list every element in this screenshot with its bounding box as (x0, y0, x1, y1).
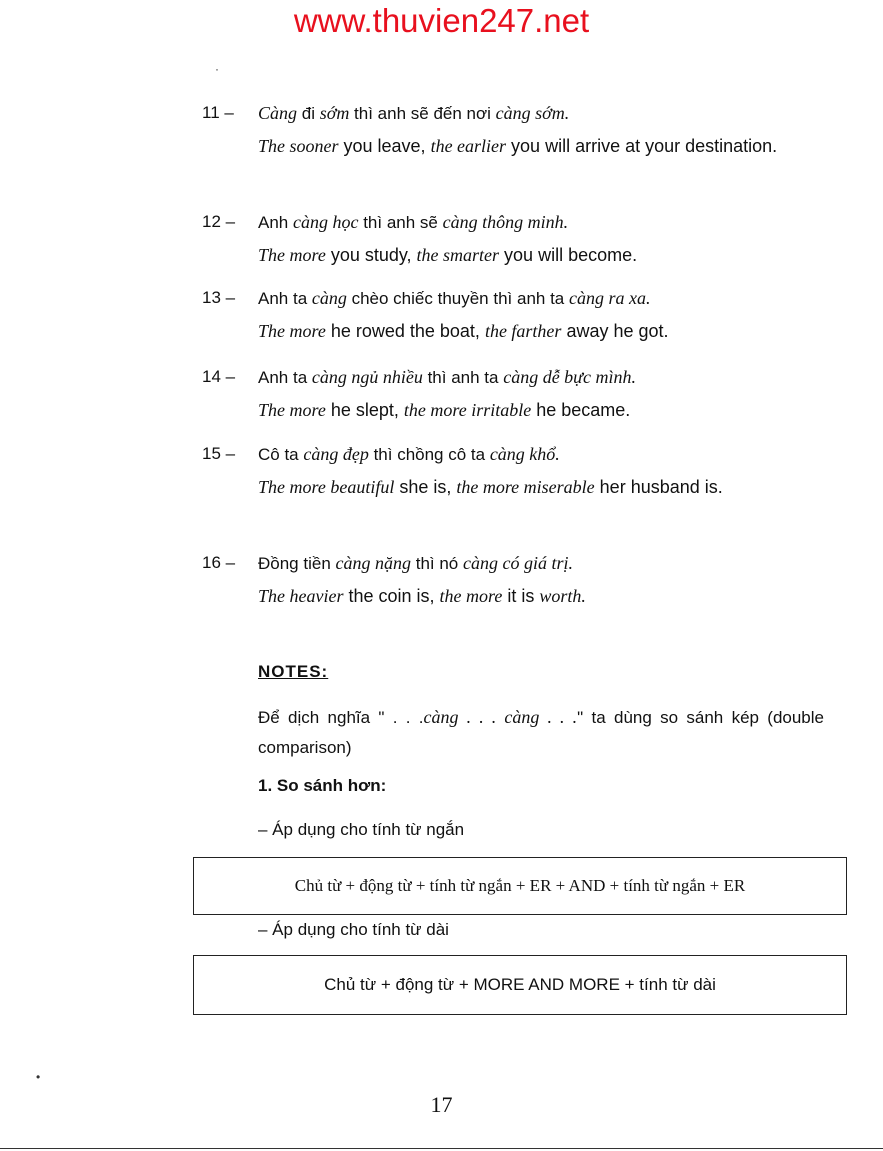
text-run: he rowed the boat, (325, 321, 485, 341)
text-run: you will become. (499, 245, 638, 265)
text-run: away he got. (561, 321, 669, 341)
formula-short: Chủ từ + động từ + tính từ ngắn + ER + AND + tính từ ngắn + ER (294, 876, 746, 895)
vietnamese-sentence (258, 209, 568, 236)
text-run: you study, (325, 245, 417, 265)
vietnamese-sentence (258, 285, 650, 312)
vietnamese-sentence (258, 441, 560, 468)
italic-phrase: càng (311, 288, 347, 308)
scan-mark: • (36, 1070, 41, 1084)
scan-mark: · (215, 62, 219, 76)
text-run: thì anh ta (422, 368, 504, 387)
text-run: Anh (258, 213, 293, 232)
italic-phrase: càng học (292, 212, 359, 232)
italic-phrase: The more (258, 245, 326, 265)
italic-phrase: worth. (539, 586, 586, 606)
item-number: 13 – (202, 288, 236, 307)
vietnamese-sentence (258, 100, 569, 127)
italic-phrase: the more miserable (456, 477, 595, 497)
text-run: Đồng tiền (258, 554, 336, 573)
notes-text (258, 702, 824, 763)
english-sentence (258, 316, 842, 346)
english-sentence (258, 395, 842, 425)
italic-phrase: càng khổ. (489, 444, 560, 464)
italic-phrase: càng nặng (335, 553, 411, 573)
italic-phrase: The more (258, 400, 326, 420)
italic-phrase: the more (439, 586, 503, 606)
vietnamese-sentence (258, 550, 573, 577)
page-edge-line (0, 1148, 883, 1149)
text-run: Cô ta (258, 445, 304, 464)
bullet-long-adjective: – Áp dụng cho tính từ dài (258, 920, 449, 939)
italic-phrase: sớm (319, 103, 350, 123)
section-heading: 1. So sánh hơn: (258, 776, 387, 795)
vietnamese-sentence (258, 364, 636, 391)
italic-phrase: The more beautiful (258, 477, 395, 497)
italic-phrase: The more (258, 321, 326, 341)
english-sentence (258, 131, 842, 161)
text-run: she is, (394, 477, 457, 497)
italic-phrase: the smarter (416, 245, 500, 265)
text-run: chèo chiếc thuyền thì anh ta (346, 289, 569, 308)
item-number: 14 – (202, 367, 236, 386)
text-run: " ta dùng so sánh kép (double comparison) (258, 708, 824, 757)
text-run: you leave, (338, 136, 431, 156)
italic-phrase: càng sớm. (495, 103, 570, 123)
text-run: thì chồng cô ta (368, 445, 490, 464)
item-number: 15 – (202, 444, 236, 463)
english-sentence (258, 581, 842, 611)
italic-phrase: Càng (258, 103, 298, 123)
text-run: thì anh sẽ (358, 213, 443, 232)
italic-phrase: càng ra xa. (568, 288, 651, 308)
item-number: 12 – (202, 212, 236, 231)
text-run: he became. (531, 400, 631, 420)
italic-phrase: càng ngủ nhiều (311, 367, 423, 387)
italic-phrase: the farther (484, 321, 562, 341)
text-run: it is (502, 586, 540, 606)
english-sentence (258, 472, 842, 502)
text-run: he slept, (325, 400, 404, 420)
text-run: the coin is, (343, 586, 440, 606)
text-run: đi (297, 104, 320, 123)
italic-phrase: the earlier (430, 136, 507, 156)
item-number: 11 – (202, 103, 234, 122)
italic-phrase: càng . . . càng . . . (423, 707, 578, 727)
formula-box-long (193, 955, 847, 1015)
italic-phrase: the more irritable (403, 400, 532, 420)
italic-phrase: càng có giá trị. (462, 553, 573, 573)
formula-long: Chủ từ + động từ + MORE AND MORE + tính từ dài (324, 975, 716, 994)
page-number: 17 (430, 1092, 453, 1117)
italic-phrase: The heavier (258, 586, 344, 606)
text-run: her husband is. (594, 477, 723, 497)
italic-phrase: The sooner (258, 136, 339, 156)
text-run: Anh ta (258, 368, 312, 387)
italic-phrase: càng đẹp (303, 444, 369, 464)
formula-box-short (193, 857, 847, 915)
text-run: Anh ta (258, 289, 312, 308)
english-sentence (258, 240, 842, 270)
item-number: 16 – (202, 553, 236, 572)
notes-title: NOTES: (258, 662, 329, 681)
bullet-short-adjective: – Áp dụng cho tính từ ngắn (258, 820, 465, 839)
text-run: thì nó (411, 554, 463, 573)
italic-phrase: càng thông minh. (442, 212, 569, 232)
text-run: Để dịch nghĩa " . . . (258, 708, 424, 727)
watermark[interactable]: www.thuvien247.net (293, 2, 590, 39)
text-run: you will arrive at your destination. (506, 136, 778, 156)
italic-phrase: càng dễ bực mình. (503, 367, 636, 387)
text-run: thì anh sẽ đến nơi (349, 104, 496, 123)
